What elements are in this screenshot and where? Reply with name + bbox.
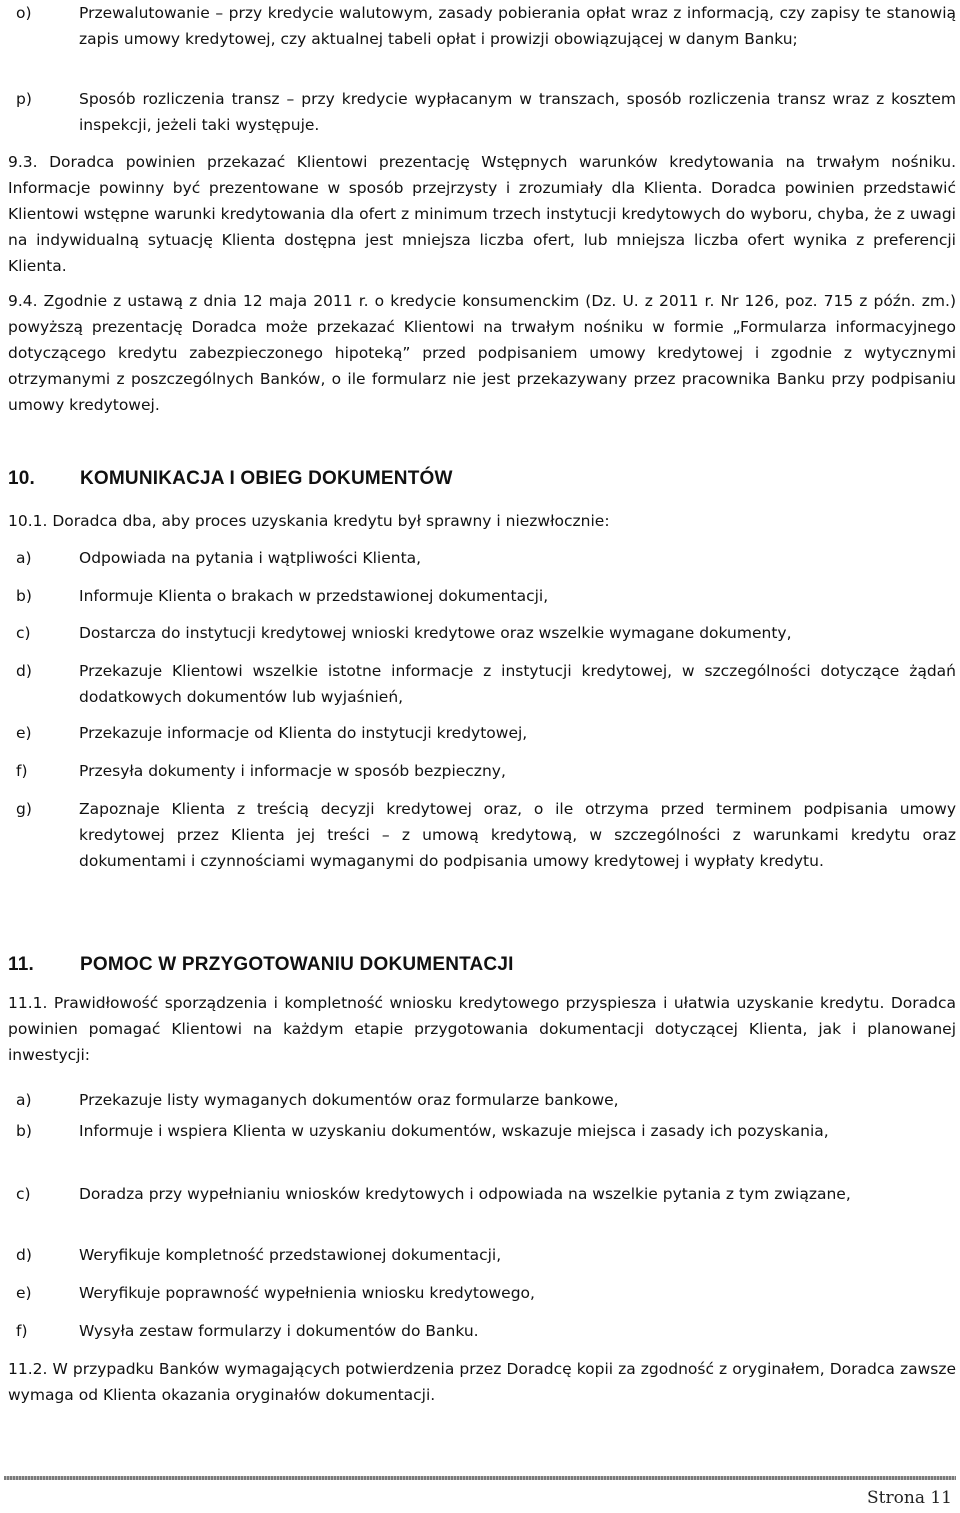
footer-divider: [4, 1476, 956, 1480]
page-number: Strona 11: [867, 1488, 952, 1508]
list-item-text: Przekazuje listy wymaganych dokumentów oraz formularze bankowe,: [79, 1091, 619, 1109]
list-marker: p): [16, 90, 32, 108]
paragraph-11-1: 11.1. Prawidłowość sporządzenia i kompletność wniosku kredytowego przyspiesza i ułatwia uzyskanie kredytu. Doradca powinien pomagać Klientowi na każdym etapie przygotowania dokumentacji dotyczącej Klienta, jak i planowanej inwestycji:: [8, 994, 956, 1064]
section-title: POMOC W PRZYGOTOWANIU DOKUMENTACJI: [80, 954, 514, 975]
paragraph-9-3: 9.3. Doradca powinien przekazać Klientowi prezentację Wstępnych warunków kredytowania na trwałym nośniku. Informacje powinny być prezentowane w sposób przejrzysty i zrozumiały dla Klienta. Doradca powinien przedstawić Klientowi wstępne warunki kredytowania dla ofert z minimum trzech instytucji kredytowych do wyboru, chyba, że z uwagi na indywidualną sytuację Klienta dostępna jest mniejsza liczba ofert, lub mniejsza liczba ofert wynika z preferencji Klienta.: [8, 153, 956, 275]
list-item: [8, 545, 956, 571]
list-item: [8, 796, 956, 874]
list-item-text: Wysyła zestaw formularzy i dokumentów do Banku.: [79, 1322, 479, 1340]
list-item: [8, 1318, 956, 1344]
list-item-text: Dostarcza do instytucji kredytowej wnioski kredytowe oraz wszelkie wymagane dokumenty,: [79, 624, 792, 642]
list-item: [8, 620, 956, 646]
list-item-text: Przekazuje informacje od Klienta do instytucji kredytowej,: [79, 724, 528, 742]
section-10-heading: [8, 466, 453, 492]
list-item: [8, 86, 956, 138]
list-marker: c): [16, 624, 31, 642]
list-item-text: Odpowiada na pytania i wątpliwości Klienta,: [79, 549, 422, 567]
list-marker: d): [16, 1246, 32, 1264]
list-item: [8, 720, 956, 746]
list-item: [8, 758, 956, 784]
list-item-text: Weryfikuje kompletność przedstawionej dokumentacji,: [79, 1246, 502, 1264]
section-title: KOMUNIKACJA I OBIEG DOKUMENTÓW: [80, 468, 453, 489]
section-11-heading: [8, 952, 514, 978]
paragraph-11-2: 11.2. W przypadku Banków wymagających potwierdzenia przez Doradcę kopii za zgodność z oryginałem, Doradca zawsze wymaga od Klienta okazania oryginałów dokumentacji.: [8, 1360, 956, 1404]
list-marker: g): [16, 800, 32, 818]
list-item-text: Weryfikuje poprawność wypełnienia wniosku kredytowego,: [79, 1284, 535, 1302]
paragraph-10-1: 10.1. Doradca dba, aby proces uzyskania kredytu był sprawny i niezwłocznie:: [8, 512, 610, 530]
list-item: [8, 1280, 956, 1306]
list-item-text: Przewalutowanie – przy kredycie walutowym, zasady pobierania opłat wraz z informacją, czy zapisy te stanowią zapis umowy kredytowej, czy aktualnej tabeli opłat i prowizji obowiązującej w danym Banku;: [79, 4, 956, 48]
list-marker: d): [16, 662, 32, 680]
list-item-text: Doradza przy wypełnianiu wniosków kredytowych i odpowiada na wszelkie pytania z tym związane,: [79, 1185, 851, 1203]
list-item: [8, 658, 956, 710]
list-item: [8, 1242, 956, 1268]
section-number: 10.: [8, 468, 36, 489]
list-marker: f): [16, 1322, 28, 1340]
list-item-text: Informuje i wspiera Klienta w uzyskaniu dokumentów, wskazuje miejsca i zasady ich pozyskania,: [79, 1122, 829, 1140]
list-marker: f): [16, 762, 28, 780]
list-item: [8, 1181, 956, 1207]
list-marker: b): [16, 1122, 32, 1140]
list-item: [8, 1118, 956, 1144]
list-item-text: Zapoznaje Klienta z treścią decyzji kredytowej oraz, o ile otrzyma przed terminem podpisania umowy kredytowej przez Klienta jej treści – z umową kredytową, w szczególności z warunkami kredytu oraz dokumentami i czynnościami wymaganymi do podpisania umowy kredytowej i wypłaty kredytu.: [79, 800, 956, 870]
list-marker: e): [16, 1284, 32, 1302]
list-item-text: Przesyła dokumenty i informacje w sposób bezpieczny,: [79, 762, 506, 780]
list-item-text: Sposób rozliczenia transz – przy kredycie wypłacanym w transzach, sposób rozliczenia transz wraz z kosztem inspekcji, jeżeli taki występuje.: [79, 90, 956, 134]
list-marker: e): [16, 724, 32, 742]
paragraph-9-4: 9.4. Zgodnie z ustawą z dnia 12 maja 2011 r. o kredycie konsumenckim (Dz. U. z 2011 r. Nr 126, poz. 715 z późn. zm.) powyższą prezentację Doradca może przekazać Klientowi na trwałym nośniku w formie „Formularza informacyjnego dotyczącego kredytu zabezpieczonego hipoteką” przed podpisaniem umowy kredytowej i zgodnie z wytycznymi otrzymanymi z poszczególnych Banków, o ile formularz nie jest przekazywany przez pracownika Banku przy podpisaniu umowy kredytowej.: [8, 292, 956, 414]
list-item: [8, 1087, 956, 1113]
list-item-text: Przekazuje Klientowi wszelkie istotne informacje z instytucji kredytowej, w szczególności dotyczące żądań dodatkowych dokumentów lub wyjaśnień,: [79, 662, 956, 706]
list-marker: o): [16, 4, 32, 22]
list-marker: a): [16, 1091, 32, 1109]
section-number: 11.: [8, 954, 34, 975]
list-item: [8, 583, 956, 609]
list-marker: c): [16, 1185, 31, 1203]
list-item: [8, 0, 956, 52]
list-marker: b): [16, 587, 32, 605]
list-item-text: Informuje Klienta o brakach w przedstawionej dokumentacji,: [79, 587, 549, 605]
list-marker: a): [16, 549, 32, 567]
